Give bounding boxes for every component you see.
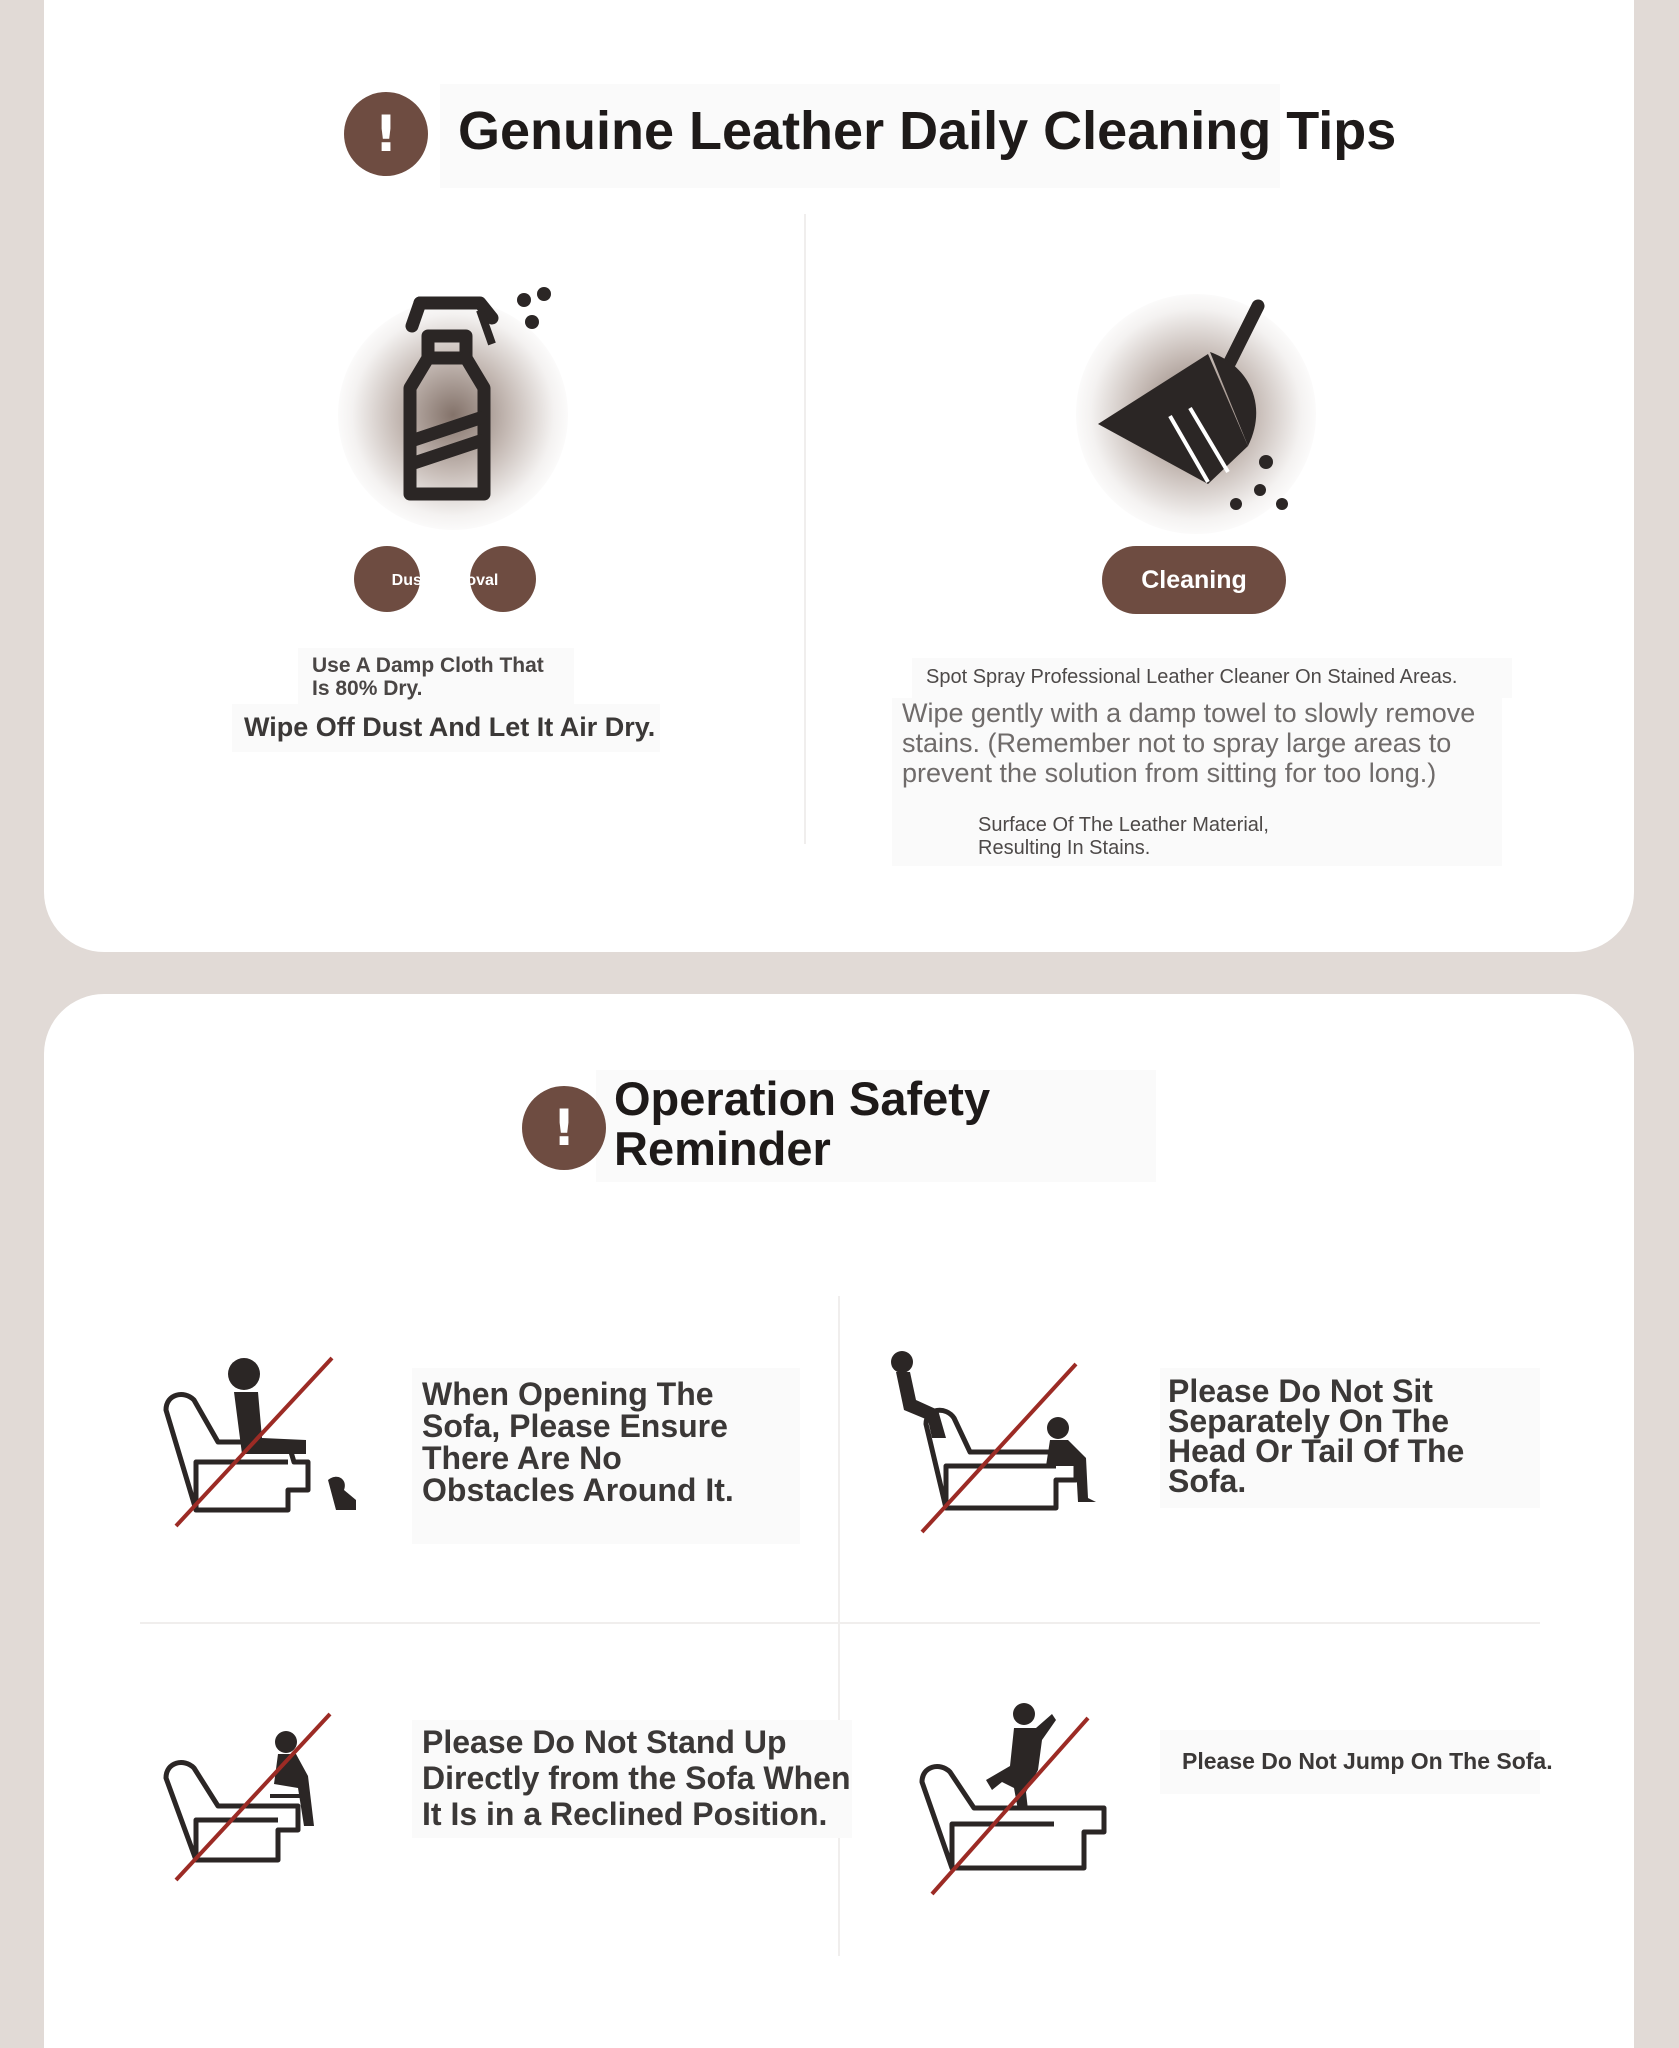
no-obstacles-icon xyxy=(158,1350,368,1530)
no-standing-reclined-icon xyxy=(158,1708,358,1888)
dust-instruction-1: Use A Damp Cloth That Is 80% Dry. xyxy=(312,654,544,700)
dust-removal-badge: Dust Removal xyxy=(391,572,499,589)
no-jumping-icon xyxy=(914,1700,1124,1900)
safety-text-3: Please Do Not Stand Up Directly from the Sofa When It Is in a Reclined Position. xyxy=(422,1724,851,1832)
cleaning-instruction-3: Surface Of The Leather Material, Resulting In Stains. xyxy=(978,814,1269,859)
cleaning-divider xyxy=(804,214,806,844)
safety-text-4: Please Do Not Jump On The Sofa. xyxy=(1182,1748,1553,1774)
cleaning-badge: Cleaning xyxy=(1102,546,1286,614)
exclamation-icon: ! xyxy=(522,1086,606,1170)
safety-text-2: Please Do Not Sit Separately On The Head Or Tail Of The Sofa. xyxy=(1168,1373,1465,1499)
safety-text-1: When Opening The Sofa, Please Ensure There Are No Obstacles Around It. xyxy=(422,1376,734,1508)
safety-title: Operation Safety Reminder xyxy=(614,1072,991,1175)
broom-icon xyxy=(1090,296,1300,516)
dust-instruction-2: Wipe Off Dust And Let It Air Dry. xyxy=(244,712,656,742)
cleaning-title: Genuine Leather Daily Cleaning Tips xyxy=(458,101,1397,161)
spray-bottle-icon xyxy=(380,278,560,508)
cleaning-instruction-1: Spot Spray Professional Leather Cleaner On Stained Areas. xyxy=(926,666,1458,688)
cleaning-instruction-2: Wipe gently with a damp towel to slowly remove stains. (Remember not to spray large areas to prevent the solution from sitting for too long.) xyxy=(902,698,1476,788)
safety-divider-horizontal xyxy=(140,1622,1540,1624)
no-sitting-on-ends-icon xyxy=(886,1348,1126,1538)
exclamation-icon: ! xyxy=(344,92,428,176)
safety-divider-vertical xyxy=(838,1296,840,1956)
